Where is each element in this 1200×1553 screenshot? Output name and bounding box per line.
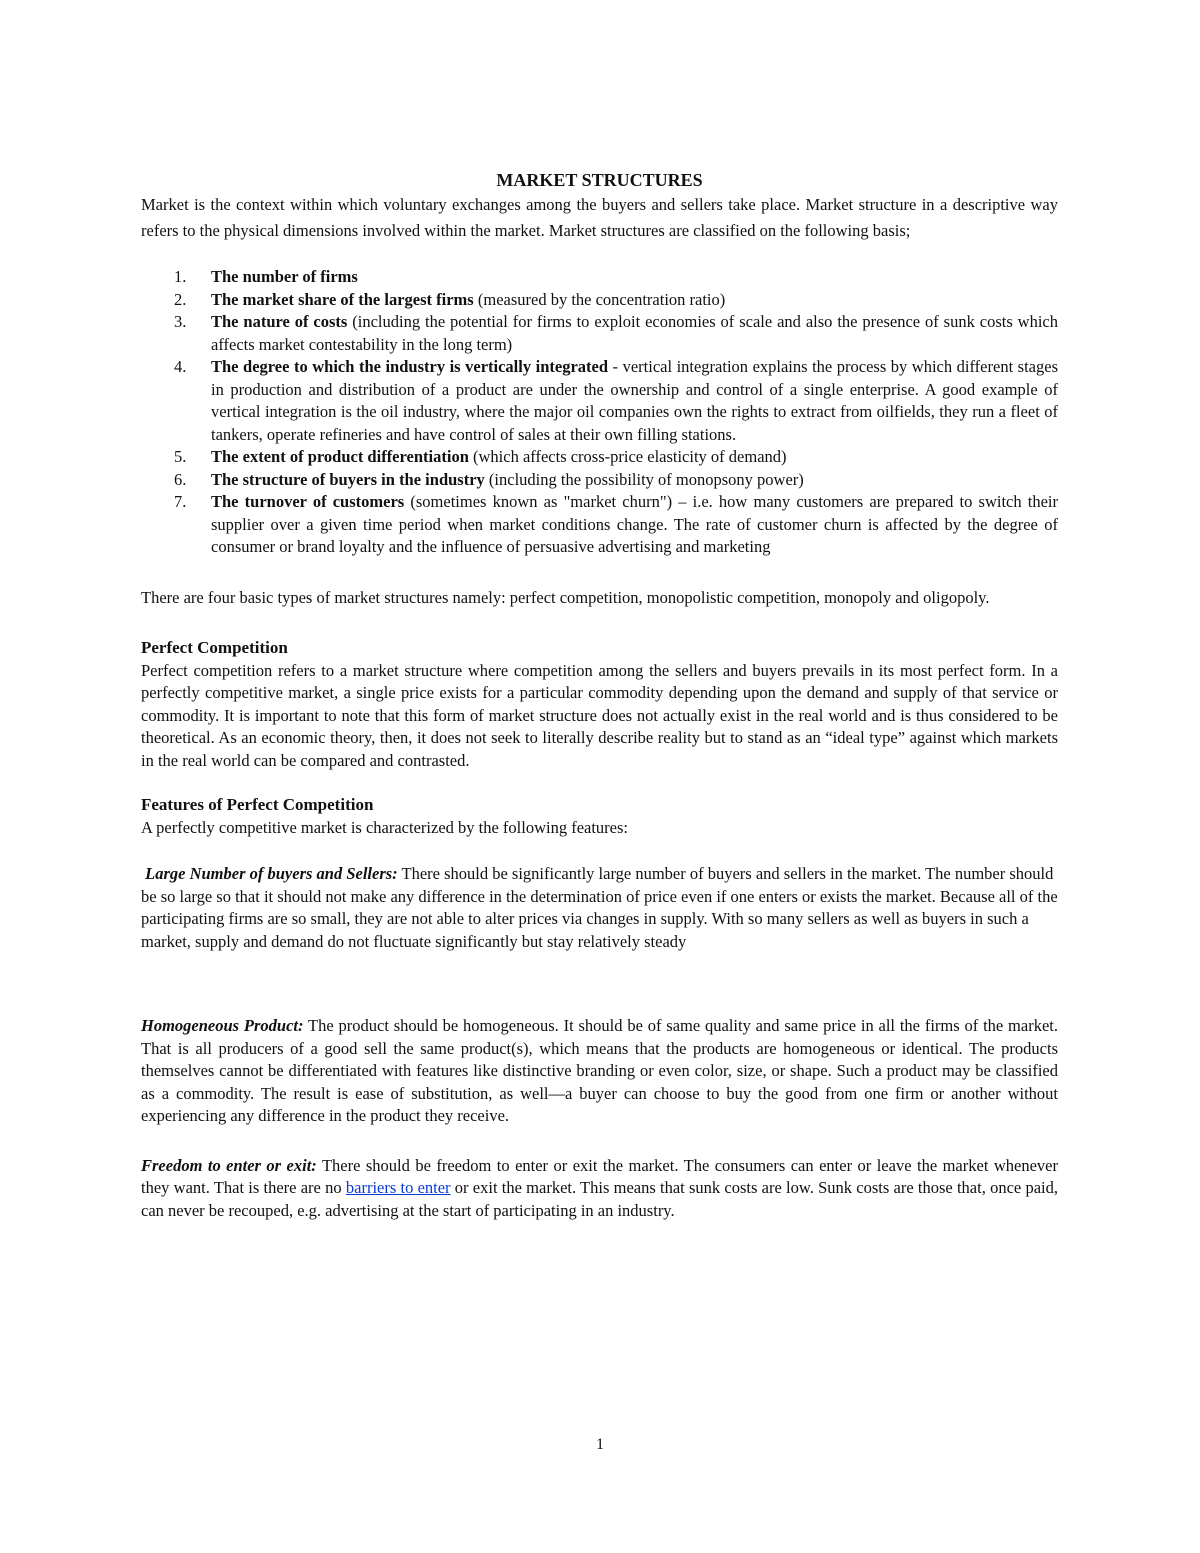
list-item-term: The number of firms [211,267,358,286]
basis-list [141,266,1058,559]
spacer [141,953,1058,1015]
list-item [141,446,1058,469]
list-item-term: The market share of the largest firms [211,289,474,309]
intro-paragraph: Market is the context within which voluntary exchanges among the buyers and sellers take place. Market structure in a descriptive way refers to the physical dimensions involved within the market. Market structures are classified on the following basis; [141,195,1058,240]
feature-freedom-entry-exit [141,1155,1058,1223]
list-item-term: The extent of product differentiation [211,447,469,466]
feature-text: The product should be homogeneous. It should be of same quality and same price in all the firms of the market. That is all producers of a good sell the same product(s), which means that the products are homogeneous or identical. The products themselves cannot be differentiated with features like distinctive branding or even color, size, or shape. Such a product may be classified as a commodity. The result is ease of substitution, as well—a buyer can choose to buy the good from one firm or another without experiencing any difference in the product they receive. [141,1016,1058,1125]
list-item-text: (including the potential for firms to exploit economies of scale and also the presence of sunk costs which affects market contestability in the long term) [211,312,1058,354]
section-heading-features: Features of Perfect Competition [141,795,374,814]
list-item-text: (which affects cross-price elasticity of demand) [468,447,787,466]
list-item-term: The structure of buyers in the industry [211,469,485,489]
spacer [141,839,1058,863]
feature-label: Homogeneous Product: [141,1016,304,1035]
list-item [141,469,1058,492]
feature-large-number [141,863,1058,953]
page-number: 1 [596,1436,604,1453]
features-intro: A perfectly competitive market is characterized by the following features: [141,817,629,837]
list-number: 3. [174,312,187,331]
feature-label: Large Number of buyers and Sellers: [145,864,398,883]
feature-text: There should be significantly large number of buyers and sellers in the market. The number should be so large so that it should not make any difference in the determination of price even if one enters or exists the market. Because all of the participating firms are so small, they are not able to alter prices via changes in supply. With so many sellers as well as buyers in such a market, supply and demand do not fluctuate significantly but stay relatively steady [141,864,1058,951]
list-item-text: - vertical integration explains the process by which different stages in production and distribution of a product are under the ownership and control of a single enterprise. A good example of vertical integration is the oil industry, where the major oil companies own the rights to extract from oilfields, they run a fleet of tankers, operate refineries and have control of sales at their own filling stations. [211,357,1059,444]
list-item [141,289,1058,312]
list-number: 2. [174,289,187,309]
list-item-text: (measured by the concentration ratio) [473,289,726,309]
barriers-to-enter-link[interactable]: barriers to enter [345,1178,451,1197]
list-item-term: The nature of costs [211,312,348,331]
feature-text: There should be freedom to enter or exit the market. The consumers can enter or leave the market whenever they want. That is there are no [141,1155,1058,1197]
spacer [141,244,1058,266]
spacer [141,772,1058,794]
spacer [141,1128,1058,1155]
list-item [141,491,1058,559]
page-title: MARKET STRUCTURES [496,170,703,190]
perfect-competition-paragraph: Perfect competition refers to a market structure where competition among the sellers and buyers prevails in its most perfect form. In a perfectly competitive market, a single price exists for a particular commodity depending upon the demand and supply of that service or commodity. It is important to note that this form of market structure does not actually exist in the real world and is thus considered to be theoretical. As an economic theory, then, it does not seek to literally describe reality but to stand as an “ideal type” against which markets in the real world can be compared and contrasted. [141,660,1058,770]
list-item [141,311,1058,356]
list-number: 1. [174,267,187,286]
spacer [141,609,1058,637]
list-item-text: (including the possibility of monopsony power) [484,469,804,489]
list-item-term: The degree to which the industry is vertically integrated [211,357,609,376]
page-content [141,168,1058,1222]
list-number: 6. [174,469,187,489]
list-item [141,356,1058,446]
list-item-text: (sometimes known as "market churn") – i.e. how many customers are prepared to switch their supplier over a given time period when market conditions change. The rate of customer churn is affected by the degree of consumer or brand loyalty and the influence of persuasive advertising and marketing [211,492,1058,556]
feature-homogeneous-product [141,1015,1058,1128]
feature-text: or exit the market. This means that sunk costs are low. Sunk costs are those that, once paid, can never be recouped, e.g. advertising at the start of participating in an industry. [141,1178,1058,1220]
feature-label: Freedom to enter or exit: [141,1155,317,1175]
list-number: 4. [174,357,187,376]
list-number: 5. [174,447,187,466]
list-item [141,266,1058,289]
section-heading-perfect-competition: Perfect Competition [141,638,288,657]
list-number: 7. [174,492,187,511]
types-paragraph: There are four basic types of market structures namely: perfect competition, monopolistic competition, monopoly and oligopoly. [141,587,990,607]
list-item-term: The turnover of customers [211,492,405,511]
spacer [141,559,1058,587]
